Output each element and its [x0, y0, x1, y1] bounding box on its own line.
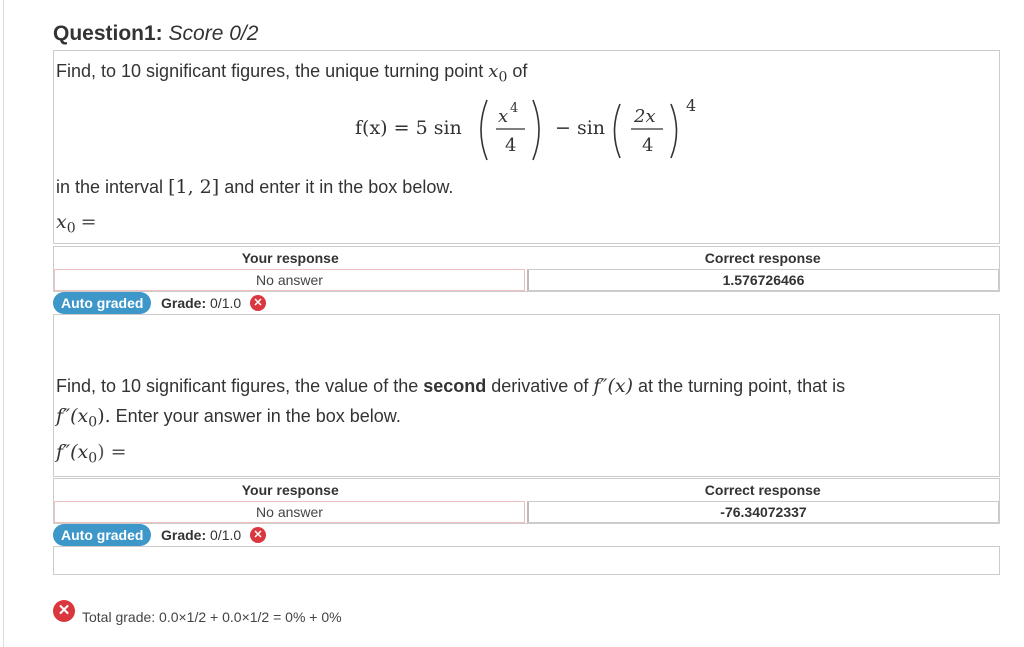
response-value-row [54, 269, 999, 291]
part2-response-table [53, 478, 1000, 524]
part2-prompt-d: Enter your answer in the box below. [115, 406, 401, 426]
question-title [53, 22, 258, 46]
grade-label: Grade: [161, 527, 207, 543]
part2-grade [161, 527, 241, 543]
frac1-den: 4 [505, 135, 517, 156]
part2-expr: f″(x [56, 405, 89, 427]
incorrect-icon: ✕ [250, 295, 266, 311]
part1-response-table [53, 246, 1000, 292]
your-response-value: No answer [54, 269, 525, 291]
part2-expr-close: ). [97, 405, 111, 427]
part2-expr-sub: 0 [88, 414, 98, 431]
auto-graded-badge: Auto graded [53, 524, 151, 546]
part2-prompt-c: at the turning point, that is [638, 376, 846, 396]
part1-prompt-lead: Find, to 10 significant figures, the unique turning point [56, 61, 484, 81]
response-header-row [54, 247, 999, 269]
correct-response-header: Correct response [704, 482, 821, 498]
part2-answer-var: f″(x [56, 441, 89, 463]
your-response-header: Your response [241, 250, 339, 266]
part1-grade [161, 295, 241, 311]
interval-tail: and enter it in the box below. [224, 177, 454, 197]
frac2-num: 2x [634, 106, 656, 127]
grade-value: 0/1.0 [210, 295, 242, 311]
page-left-border [3, 0, 4, 647]
grade-value: 0/1.0 [210, 527, 242, 543]
response-header-row [54, 479, 999, 501]
question-number: Question1: [53, 22, 163, 45]
paren-left-2 [615, 104, 621, 158]
outer-exp: 4 [686, 96, 697, 115]
answer-var-sub: 0 [66, 220, 76, 237]
auto-graded-badge: Auto graded [53, 292, 151, 314]
total-incorrect-icon: ✕ [53, 600, 75, 622]
part2-answer-close: ) = [97, 441, 127, 463]
part2-prompt-line2 [56, 405, 401, 431]
frac1-num: x [498, 106, 509, 127]
part3-box [53, 546, 1000, 575]
answer-eq: = [80, 211, 97, 233]
response-value-row [54, 501, 999, 523]
answer-var: x [56, 211, 67, 233]
paren-right-2 [671, 104, 677, 158]
frac1-exp: 4 [510, 101, 519, 116]
part1-prompt [56, 61, 527, 86]
part1-answer-label [56, 211, 97, 237]
correct-response-value: 1.576726466 [527, 269, 999, 291]
part2-answer-label [56, 441, 127, 467]
part2-answer-sub: 0 [88, 450, 98, 467]
paren-left-1 [481, 100, 487, 160]
part1-interval [56, 176, 453, 198]
correct-response-value: -76.34072337 [527, 501, 999, 523]
prompt-var-x: x [488, 61, 499, 82]
part2-prompt-bold: second [423, 376, 487, 396]
correct-response-header: Correct response [704, 250, 821, 266]
prompt-var-sub: 0 [498, 69, 508, 86]
grade-label: Grade: [161, 295, 207, 311]
interval-lead: in the interval [56, 177, 164, 197]
paren-right-1 [533, 100, 539, 160]
your-response-value: No answer [54, 501, 525, 523]
part2-prompt-a: Find, to 10 significant figures, the value of the [56, 376, 419, 396]
part1-formula [355, 92, 715, 164]
part2-fn: f″(x) [593, 375, 634, 397]
part2-prompt-line1 [56, 375, 845, 397]
formula-mid: − sin [555, 117, 606, 139]
question-score: Score 0/2 [168, 22, 259, 45]
formula-lhs: f(x) = 5 sin [355, 117, 462, 139]
total-grade: Total grade: 0.0×1/2 + 0.0×1/2 = 0% + 0% [82, 609, 342, 625]
part1-prompt-tail: of [512, 61, 528, 81]
your-response-header: Your response [241, 482, 339, 498]
part2-prompt-b: derivative of [491, 376, 589, 396]
interval-value: [1, 2] [168, 176, 220, 198]
incorrect-icon: ✕ [250, 527, 266, 543]
part1-prompt-var [488, 61, 508, 86]
frac2-den: 4 [642, 135, 654, 156]
